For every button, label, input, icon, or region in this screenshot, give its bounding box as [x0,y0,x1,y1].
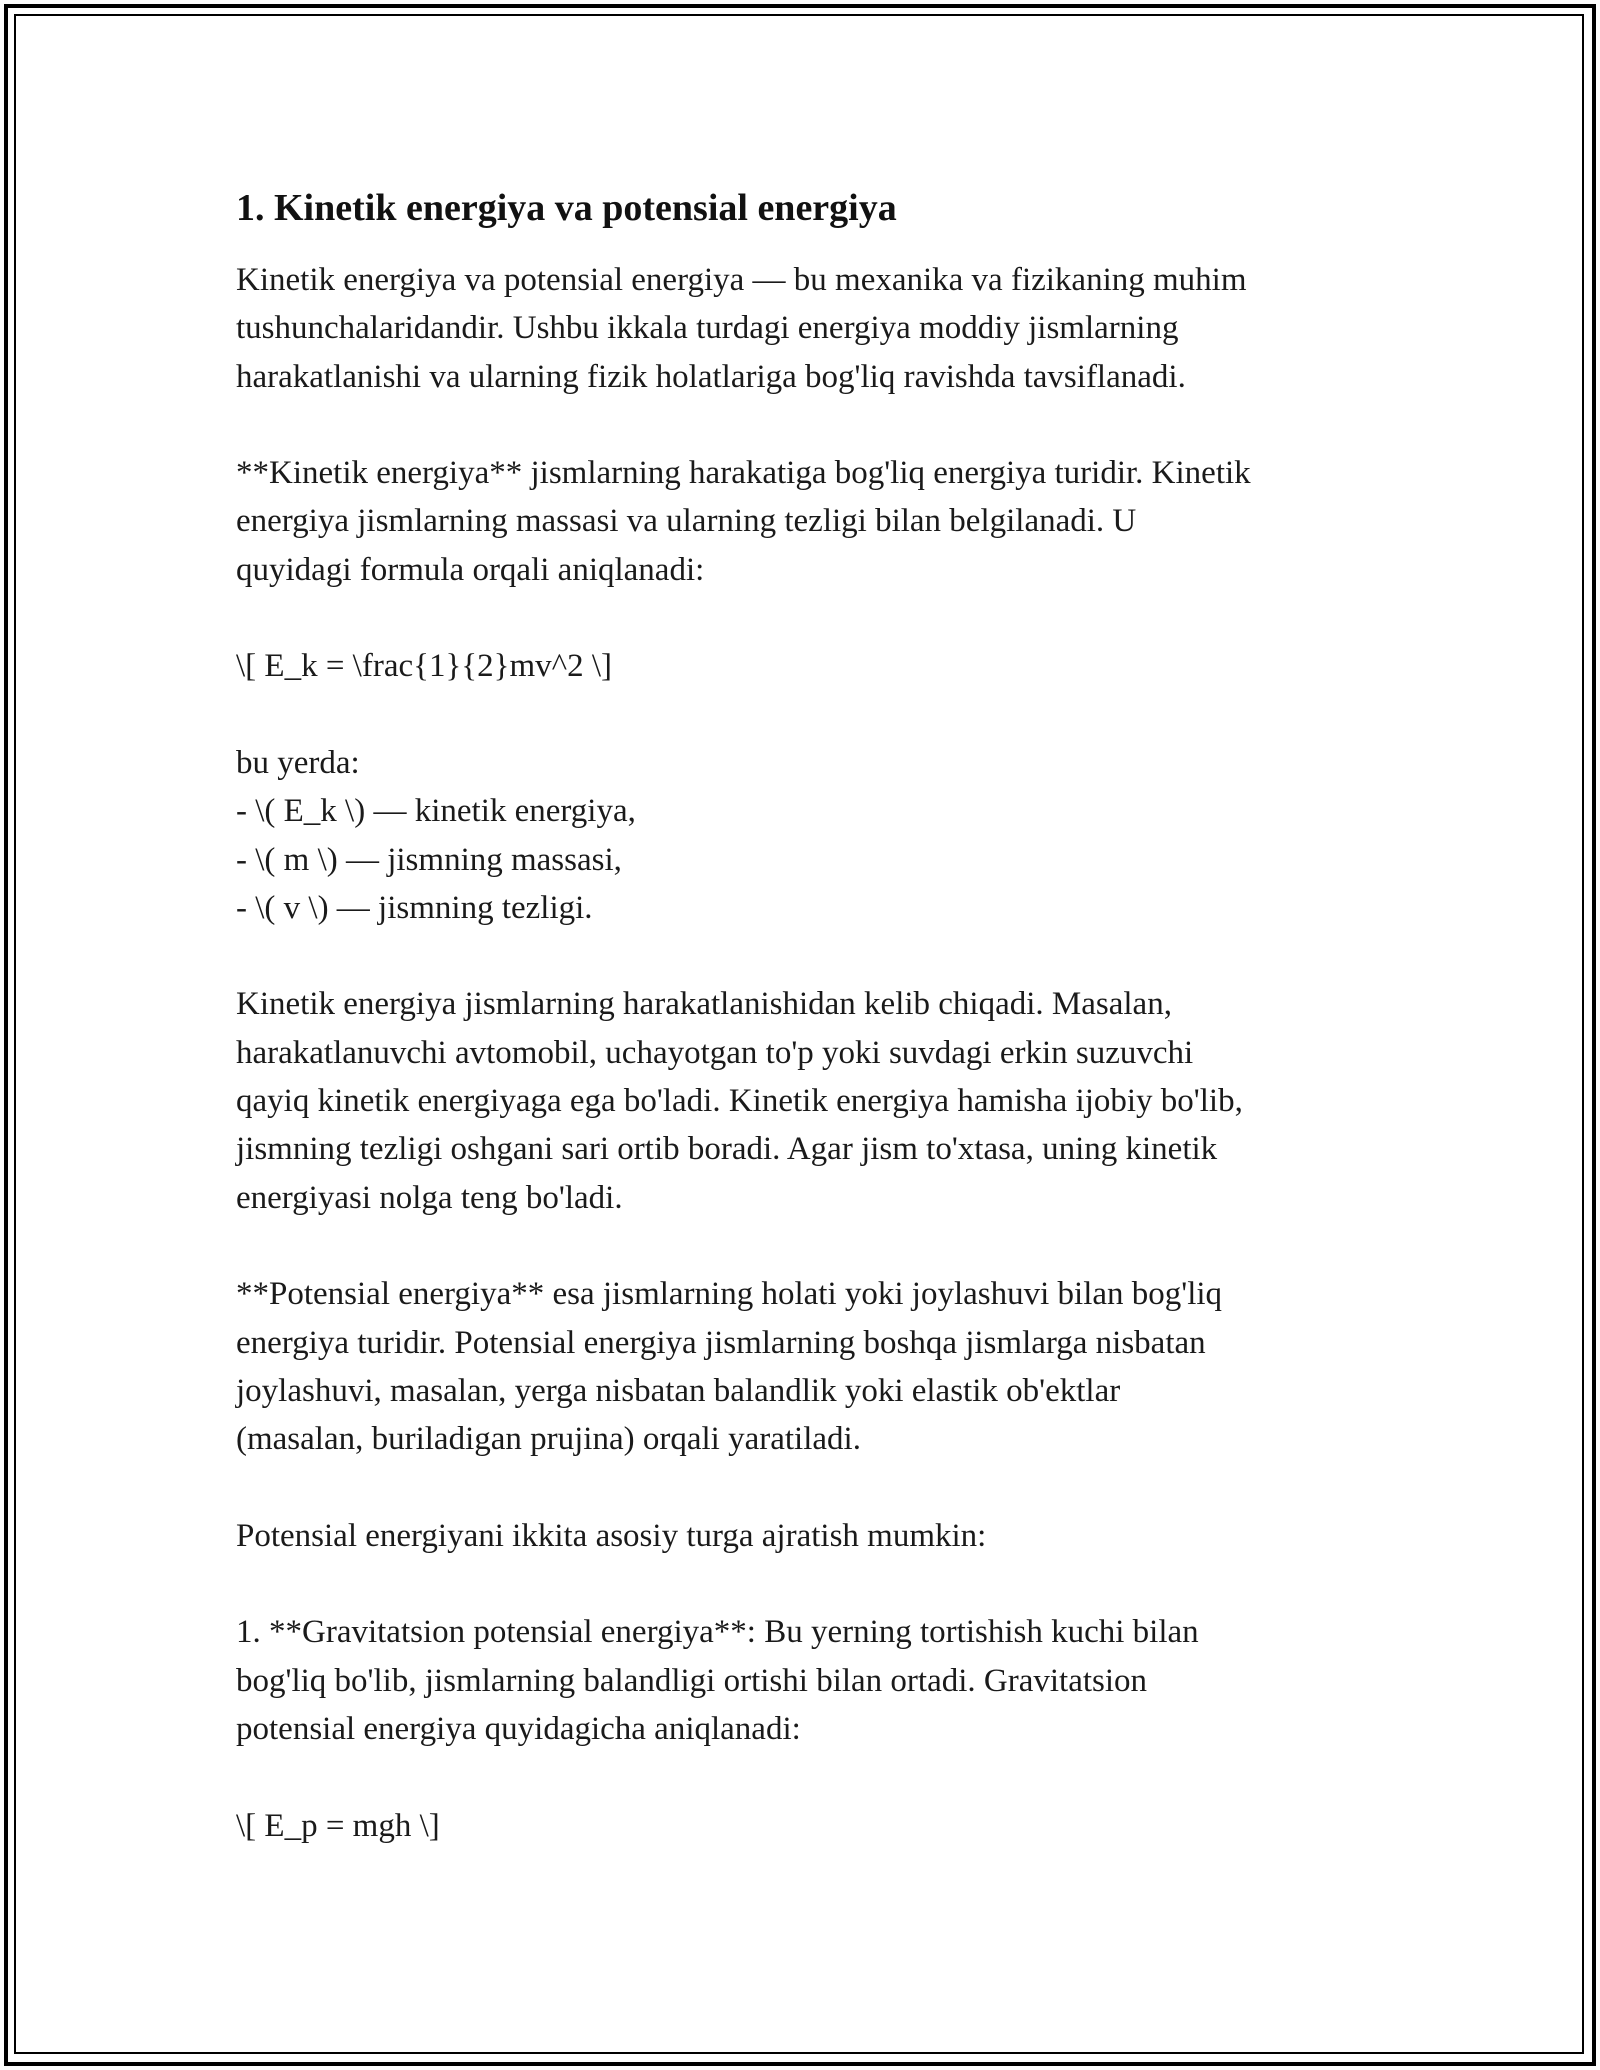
paragraph-intro [236,256,1376,401]
text-line: bog'liq bo'lib, jismlarning balandligi ortishi bilan ortadi. Gravitatsion [236,1662,1148,1699]
list-item: - \( m \) — jismning massasi, [236,841,622,878]
text-line: **Kinetik energiya** jismlarning harakatiga bog'liq energiya turidir. Kinetik [236,455,1251,492]
list-item: - \( v \) — jismning tezligi. [236,889,593,926]
text-line: energiya turidir. Potensial energiya jismlarning boshqa jismlarga nisbatan [236,1324,1206,1361]
paragraph-kinetic-definition [236,449,1376,594]
text-line: jismning tezligi oshgani sari ortib boradi. Agar jism to'xtasa, uning kinetik [236,1131,1218,1168]
paragraph-gravitational [236,1608,1376,1753]
text-line: energiya jismlarning massasi va ularning tezligi bilan belgilanadi. U [236,503,1137,540]
formula-line: \[ E_p = mgh \] [236,1807,440,1844]
text-line: quyidagi formula orqali aniqlanadi: [236,551,705,588]
text-line: potensial energiya quyidagicha aniqlanadi: [236,1710,801,1747]
text-line: bu yerda: [236,744,360,781]
text-line: (masalan, buriladigan prujina) orqali yaratiladi. [236,1421,861,1458]
paragraph-variable-list [236,739,1376,932]
list-item: - \( E_k \) — kinetik energiya, [236,793,636,830]
text-line: Kinetik energiya jismlarning harakatlanishidan kelib chiqadi. Masalan, [236,986,1172,1023]
formula-potential-energy [236,1802,1376,1850]
paragraph-potential-types [236,1512,1376,1560]
text-line: energiyasi nolga teng bo'ladi. [236,1179,623,1216]
document-body [236,184,1376,1898]
text-line: harakatlanishi va ularning fizik holatlariga bog'liq ravishda tavsiflanadi. [236,358,1186,395]
text-line: Kinetik energiya va potensial energiya — bu mexanika va fizikaning muhim [236,262,1247,298]
text-line: harakatlanuvchi avtomobil, uchayotgan to'p yoki suvdagi erkin suzuvchi [236,1034,1194,1071]
text-line: qayiq kinetik energiyaga ega bo'ladi. Kinetik energiya hamisha ijobiy bo'lib, [236,1083,1243,1120]
paragraph-potential-definition [236,1270,1376,1463]
formula-kinetic-energy [236,642,1376,690]
text-line: Potensial energiyani ikkita asosiy turga ajratish mumkin: [236,1517,987,1554]
formula-line: \[ E_k = \frac{1}{2}mv^2 \] [236,648,613,685]
paragraph-kinetic-examples [236,980,1376,1221]
section-heading: 1. Kinetik energiya va potensial energiya [236,187,897,229]
text-line: tushunchalaridandir. Ushbu ikkala turdagi energiya moddiy jismlarning [236,310,1179,347]
text-line: 1. **Gravitatsion potensial energiya**: Bu yerning tortishish kuchi bilan [236,1614,1199,1651]
text-line: joylashuvi, masalan, yerga nisbatan balandlik yoki elastik ob'ektlar [236,1372,1121,1409]
text-line: **Potensial energiya** esa jismlarning holati yoki joylashuvi bilan bog'liq [236,1276,1223,1313]
